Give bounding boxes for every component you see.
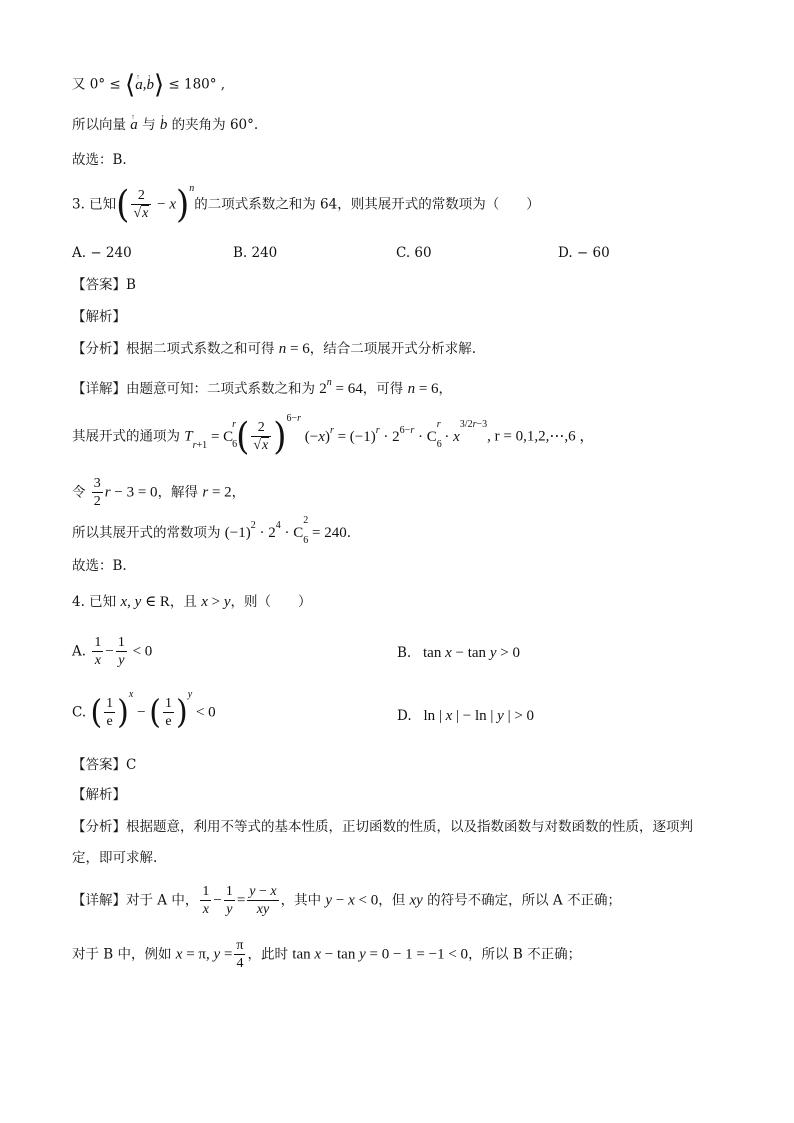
q4-option-c: C. ( $\frac{1}{e}$ )$^x$ − ( $\frac{1}{e}$ )$^y$ < 0 (72, 689, 216, 732)
q4-option-b (397, 645, 520, 662)
math: ↑ b (160, 117, 168, 133)
answer-4: 【答案】C (72, 757, 137, 773)
text: ，解得 (157, 484, 203, 501)
math: tan x − tan y > 0 (415, 645, 520, 661)
text: 所以其展开式的常数项为 (72, 525, 225, 541)
option-label: C. (72, 704, 87, 721)
option-c: C. 60 (396, 245, 432, 261)
text: ，其中 (280, 892, 326, 909)
math: r = 2 (202, 484, 232, 501)
text: 对于 A 中， (126, 892, 199, 909)
jiexi-4: 【解析】 (72, 787, 126, 803)
math: x, y ∈ R (120, 594, 170, 610)
math: $\frac{\pi}{4}$ (236, 938, 244, 971)
math: $\frac{3}{2}$ (93, 476, 101, 509)
choice-line: 故选：B. (72, 152, 127, 168)
q4-option-a: A. $\frac{1}{x}$ − $\frac{1}{y}$ < 0 (72, 635, 153, 668)
text: ，所以 B 不正确； (468, 946, 582, 963)
math: $\frac{1}{y}$ (117, 635, 125, 668)
math: , (142, 76, 147, 93)
analysis-3 (72, 340, 476, 358)
text: ，可得 (362, 381, 408, 397)
text: 又 0° ≤ (72, 76, 126, 93)
text: ，且 (169, 594, 202, 610)
math: r − 3 = 0 (104, 484, 158, 501)
math: = $C_6^r$ (207, 418, 238, 450)
text: 对于 B 中，例如 (72, 946, 176, 963)
math: ) (273, 415, 287, 459)
text: ，但 (378, 892, 410, 909)
option-label: B. (397, 645, 412, 661)
detail-4a: 【详解】对于 A 中， $\frac{1}{x}$ − $\frac{1}{y}$ = $\frac{y - x}{xy}$ ，其中 y − x < 0，但 xy 的符号不确定，所以 A 不正确； (72, 884, 621, 917)
option-a: A. − 240 (72, 245, 132, 261)
analysis-4 (72, 818, 693, 836)
math: ⟩ (153, 70, 165, 100)
let-line (72, 476, 245, 510)
text: 的夹角为 60°. (167, 117, 259, 133)
math: $2^n = 64$ (319, 377, 363, 397)
answer-3: 【答案】B (72, 277, 136, 293)
option-label: A. (72, 643, 87, 660)
math: ↑ a (130, 117, 138, 133)
text: 的符号不确定，所以 A 不正确； (422, 892, 621, 909)
text: 4. 已知 (72, 594, 121, 610)
math: x > y (201, 594, 231, 610)
text: . (346, 525, 352, 541)
text: 令 (72, 484, 90, 501)
tag: 【分析】 (72, 819, 126, 835)
text: ≤ 180° , (164, 76, 226, 93)
text: 的二项式系数之和为 64，则其展开式的常数项为（ ） (194, 196, 540, 213)
math: $\frac{2}{√x}$ (251, 420, 271, 454)
text: ，此时 (247, 946, 293, 963)
text: ，结合二项展开式分析求解. (309, 341, 477, 357)
q4-option-d (397, 708, 534, 725)
tag: 【详解】 (72, 892, 126, 909)
math: ( (116, 183, 130, 227)
angle-conclusion-line (72, 116, 258, 134)
math: = 6 (415, 381, 439, 397)
math: $\frac{1}{x}$ (202, 884, 210, 917)
tag: 【分析】 (72, 341, 126, 357)
option-b: B. 240 (233, 245, 278, 261)
text: 根据题意，利用不等式的基本性质，正切函数的性质，以及指数函数与对数函数的性质，逐项判 (126, 819, 693, 835)
question-4-stem (72, 593, 312, 611)
math: ↑ a (135, 77, 143, 93)
option-d: D. − 60 (558, 245, 610, 261)
math: ( (236, 415, 250, 459)
math: n (278, 341, 287, 357)
text: ， (438, 381, 453, 397)
math: $\frac{1}{x}$ (94, 635, 102, 668)
math: xy (409, 892, 423, 909)
math: ) (175, 183, 190, 227)
math: = 6 (286, 341, 310, 357)
constant-term-line (72, 515, 352, 548)
text: 由题意可知：二项式系数之和为 (126, 381, 320, 397)
math: T (184, 428, 193, 445)
question-3-stem: 3. 已知( $\frac{2}{√x}$ − x)$^n$的二项式系数之和为 64，则其展开式的常数项为（ ） (72, 183, 540, 227)
jiexi-3: 【解析】 (72, 309, 126, 325)
math: $(-x)^r = (-1)^r \cdot 2^{6-r} \cdot C_6^r \cdot x^{3/2r-3}$ (301, 418, 488, 450)
text: 3. 已知 (72, 196, 117, 213)
choice-line-3: 故选：B. (72, 558, 127, 574)
tag: 【详解】 (72, 381, 126, 397)
math: ln | x | − ln | y | > 0 (415, 708, 535, 724)
math: $(-1)^2 \cdot 2^4 \cdot C_6^2 = 240$ (224, 515, 347, 546)
math: x = π, y = (175, 946, 233, 963)
math: n (407, 381, 416, 397)
general-term-line: 其展开式的通项为 $T_{r+1} = C_6^r$( $\frac{2}{√x}$ )$^{6-r}$ $(-x)^r = (-1)^r \cdot 2^{6-r} \cdot C_6^r \cdot x^{3/2r-3}$, r = 0,1,2,⋯,6 ， (72, 413, 595, 459)
text: 所以向量 (72, 117, 131, 133)
math: ↑ b (146, 77, 154, 93)
text: 根据二项式系数之和可得 (126, 341, 279, 357)
math: y − x < 0 (325, 892, 379, 909)
text: ，则（ ） (230, 594, 312, 610)
text: ， (231, 484, 246, 501)
math: tan x − tan y = 0 − 1 = −1 < 0 (292, 946, 469, 963)
math: ⟨ (125, 70, 136, 100)
angle-range-line (72, 72, 225, 98)
analysis-4-cont: 定，即可求解. (72, 850, 158, 866)
text: 与 (137, 117, 160, 133)
detail-4b (72, 938, 581, 972)
text: , r = 0,1,2,⋯,6 ， (487, 428, 595, 445)
detail-3 (72, 376, 452, 398)
math: $\frac{2}{√x}$ (131, 188, 151, 222)
option-label: D. (397, 708, 412, 724)
math: − x (153, 196, 176, 213)
text: 其展开式的通项为 (72, 428, 185, 445)
